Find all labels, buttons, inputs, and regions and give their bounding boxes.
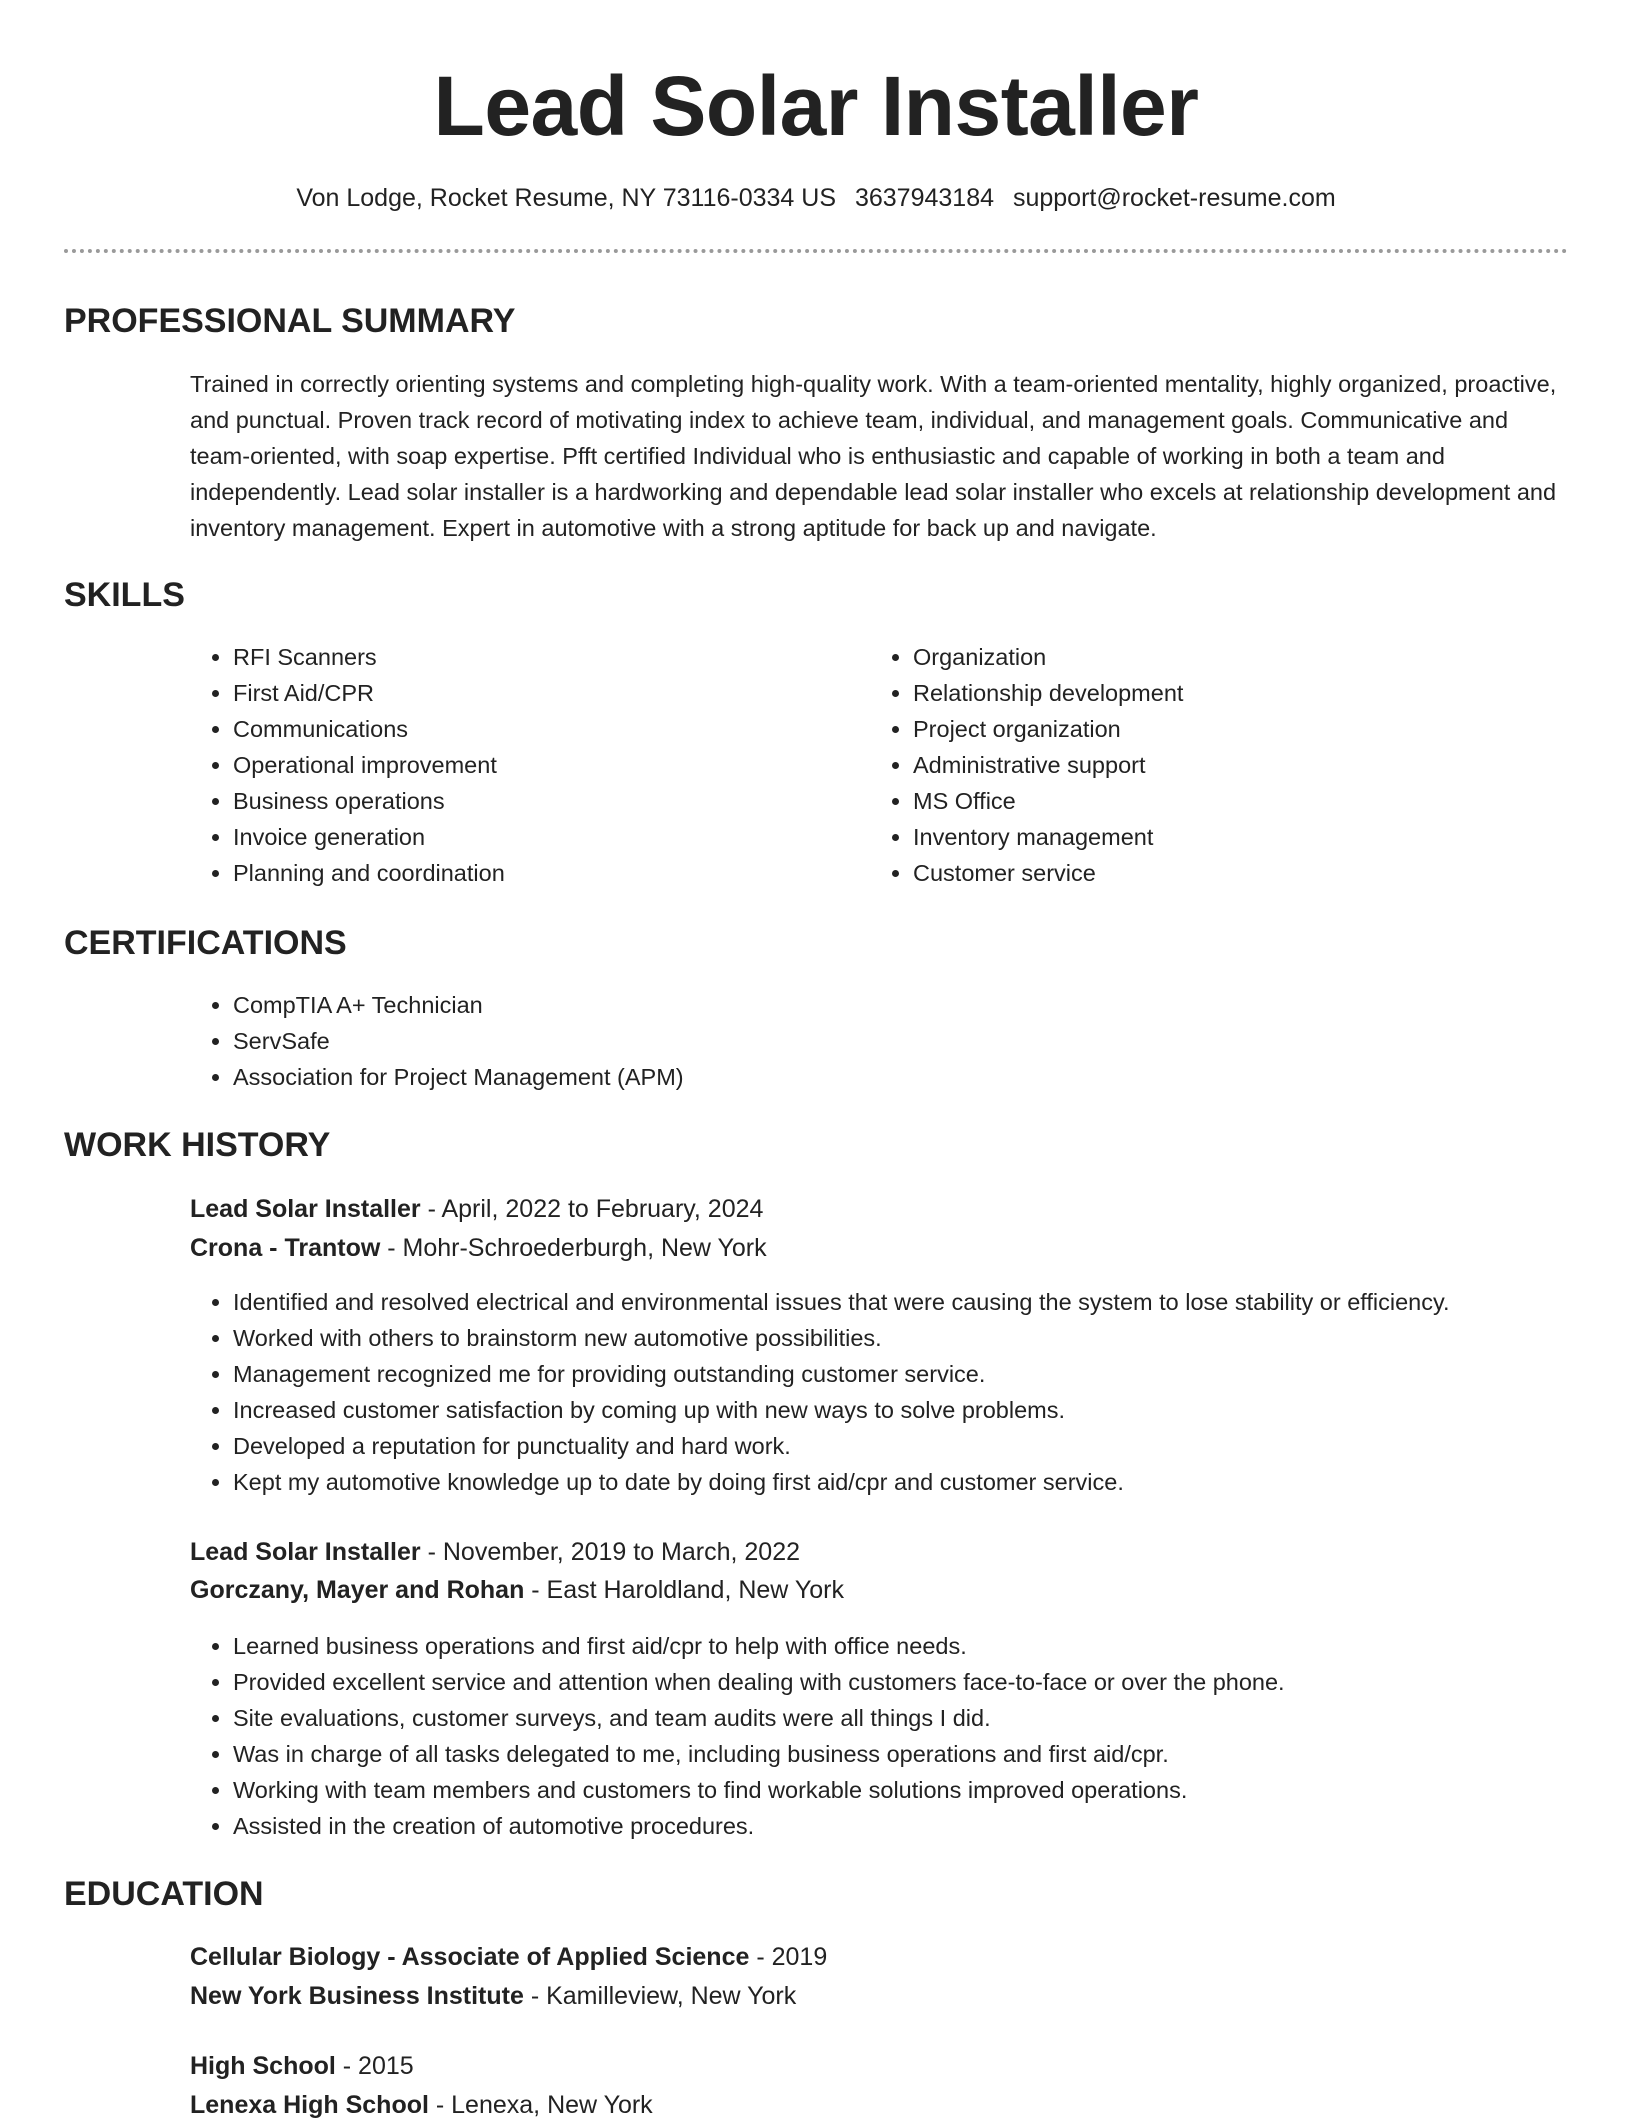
job-company: Crona - Trantow: [190, 1234, 381, 1262]
education-school-line: [190, 1977, 796, 2015]
skills-list-right: [870, 639, 1513, 891]
job-role: Lead Solar Installer: [190, 1538, 421, 1566]
certification-item: • ServSafe: [233, 1023, 1533, 1059]
contact-address: Von Lodge, Rocket Resume, NY 73116-0334 US: [296, 184, 837, 212]
education-location: - Kamilleview, New York: [523, 1982, 797, 2010]
job-location: - East Haroldland, New York: [524, 1576, 844, 1604]
job-bullet: • Increased customer satisfaction by coming up with new ways to solve problems.: [233, 1392, 1623, 1428]
job-dates: - November, 2019 to March, 2022: [420, 1538, 801, 1566]
job-bullet: • Learned business operations and first aid/cpr to help with office needs.: [233, 1628, 1623, 1664]
education-location: - Lenexa, New York: [428, 2091, 653, 2119]
job-bullet: • Developed a reputation for punctuality and hard work.: [233, 1428, 1623, 1464]
skill-item: • Relationship development: [913, 675, 1513, 711]
job-role: Lead Solar Installer: [190, 1195, 421, 1223]
skills-heading: SKILLS: [64, 576, 185, 614]
education-year: - 2015: [335, 2052, 414, 2080]
skill-item: • Business operations: [233, 783, 833, 819]
job-bullets: [190, 1628, 1623, 1844]
candidate-name: Lead Solar Installer: [433, 59, 1199, 153]
certification-item: • Association for Project Management (APM): [233, 1059, 1533, 1095]
education-degree: Cellular Biology - Associate of Applied Science: [190, 1943, 750, 1971]
education-heading: EDUCATION: [64, 1875, 264, 1913]
skill-item: • Planning and coordination: [233, 855, 833, 891]
education-year: - 2019: [749, 1943, 828, 1971]
skill-item: • MS Office: [913, 783, 1513, 819]
job-bullets: [190, 1284, 1623, 1500]
skill-item: • First Aid/CPR: [233, 675, 833, 711]
certifications-list: [190, 987, 1533, 1095]
skills-list-left: [190, 639, 833, 891]
education-degree: High School: [190, 2052, 336, 2080]
certifications-heading: CERTIFICATIONS: [64, 924, 347, 962]
education-degree-line: [190, 1938, 827, 1976]
job-company-line: [190, 1229, 767, 1267]
skill-item: • Project organization: [913, 711, 1513, 747]
skill-item: • Invoice generation: [233, 819, 833, 855]
education-school-line: [190, 2086, 653, 2124]
contact-info: [0, 182, 1632, 214]
job-bullet: • Working with team members and customers to find workable solutions improved operations.: [233, 1772, 1623, 1808]
skill-item: • Inventory management: [913, 819, 1513, 855]
summary-heading: PROFESSIONAL SUMMARY: [64, 302, 516, 340]
skill-item: • Administrative support: [913, 747, 1513, 783]
job-bullet: • Identified and resolved electrical and environmental issues that were causing the system to lose stability or efficiency.: [233, 1284, 1623, 1320]
job-title-line: [190, 1533, 800, 1571]
job-bullet: • Management recognized me for providing outstanding customer service.: [233, 1356, 1623, 1392]
job-bullet: • Worked with others to brainstorm new automotive possibilities.: [233, 1320, 1623, 1356]
skill-item: • Organization: [913, 639, 1513, 675]
skill-item: • Communications: [233, 711, 833, 747]
summary-text: Trained in correctly orienting systems and completing high-quality work. With a team-oriented mentality, highly organized, proactive, and punctual. Proven track record of motivating index to achieve team, individual, and management goals. Communicative and team-oriented, with soap expertise. Pfft certified Individual who is enthusiastic and capable of working in both a team and independently. Lead solar installer is a hardworking and dependable lead solar installer who excels at relationship development and inventory management. Expert in automotive with a strong aptitude for back up and navigate.: [190, 371, 1557, 541]
job-bullet: • Was in charge of all tasks delegated to me, including business operations and first aid/cpr.: [233, 1736, 1623, 1772]
skill-item: • Customer service: [913, 855, 1513, 891]
job-bullet: • Assisted in the creation of automotive procedures.: [233, 1808, 1623, 1844]
skill-item: • Operational improvement: [233, 747, 833, 783]
contact-phone: 3637943184: [854, 184, 995, 212]
skill-item: • RFI Scanners: [233, 639, 833, 675]
job-company-line: [190, 1571, 844, 1609]
job-location: - Mohr-Schroederburgh, New York: [380, 1234, 767, 1262]
job-dates: - April, 2022 to February, 2024: [420, 1195, 764, 1223]
work-history-heading: WORK HISTORY: [64, 1126, 331, 1164]
certification-item: • CompTIA A+ Technician: [233, 987, 1533, 1023]
contact-email: support@rocket-resume.com: [1012, 184, 1336, 212]
education-school: New York Business Institute: [190, 1982, 524, 2010]
header-divider: [64, 249, 1568, 253]
job-bullet: • Provided excellent service and attention when dealing with customers face-to-face or over the phone.: [233, 1664, 1623, 1700]
education-school: Lenexa High School: [190, 2091, 429, 2119]
job-bullet: • Site evaluations, customer surveys, and team audits were all things I did.: [233, 1700, 1623, 1736]
job-company: Gorczany, Mayer and Rohan: [190, 1576, 525, 1604]
job-bullet: • Kept my automotive knowledge up to date by doing first aid/cpr and customer service.: [233, 1464, 1623, 1500]
job-title-line: [190, 1190, 763, 1228]
education-degree-line: [190, 2047, 414, 2085]
